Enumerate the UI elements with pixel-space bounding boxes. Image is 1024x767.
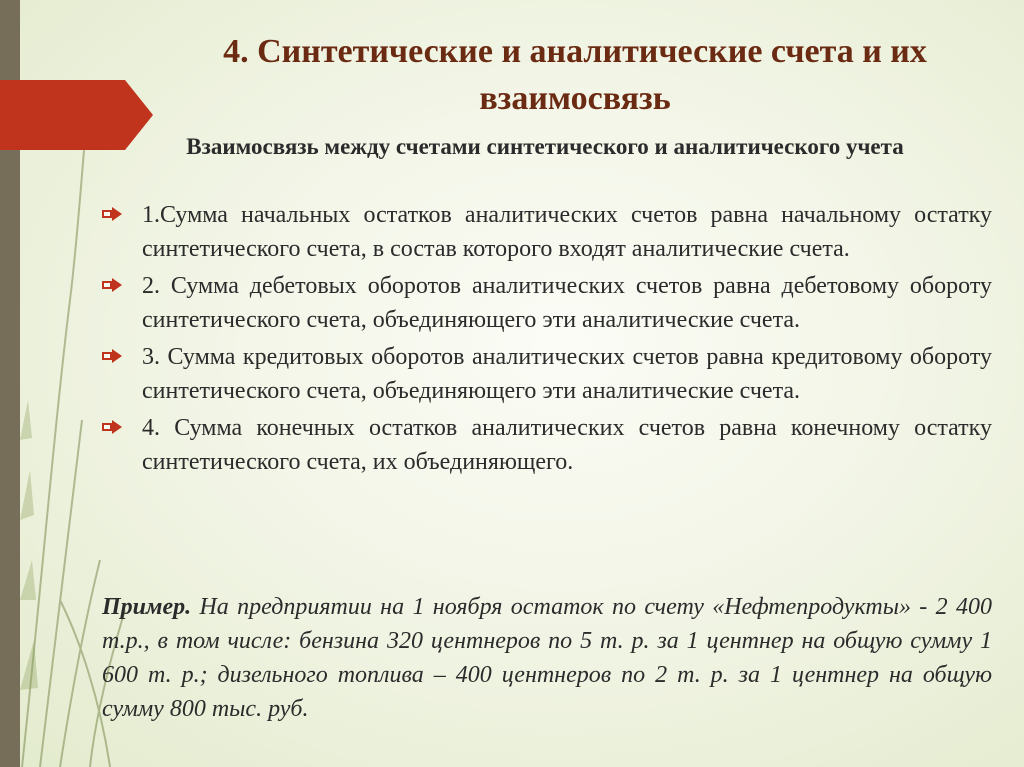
bullet-text: 1.Сумма начальных остатков аналитических счетов равна начальному остатку синтетического счета, в состав которого входят аналитические счета. [142,202,992,262]
bullet-text: 4. Сумма конечных остатков аналитических счетов равна конечному остатку синтетического счета, их объединяющего. [142,415,992,475]
arrow-right-icon [102,420,122,434]
arrow-right-icon [102,349,122,363]
list-item [102,198,992,266]
example-paragraph [102,590,992,726]
slide-subtitle: Взаимосвязь между счетами синтетического и аналитического учета [186,134,904,159]
arrow-right-icon [102,207,122,221]
slide-title: 4. Синтетические и аналитические счета и их взаимосвязь [223,33,927,117]
list-item [102,340,992,408]
bullet-list [102,198,992,482]
example-label: Пример. [102,594,192,620]
list-item [102,269,992,337]
list-item [102,411,992,479]
bullet-text: 3. Сумма кредитовых оборотов аналитических счетов равна кредитовому обороту синтетического счета, объединяющего эти аналитические счета. [142,344,992,404]
arrow-right-icon [102,278,122,292]
example-text: На предприятии на 1 ноября остаток по счету «Нефтепродукты» - 2 400 т.р., в том числе: бензина 320 центнеров по 5 т. р. за 1 центнер на общую сумму 1 600 т. р.; дизельного топлива – 400 центнеров по 2 т. р. за 1 центнер на общую сумму 800 тыс. руб. [102,594,992,722]
bullet-text: 2. Сумма дебетовых оборотов аналитических счетов равна дебетовому обороту синтетического счета, объединяющего эти аналитические счета. [142,273,992,333]
